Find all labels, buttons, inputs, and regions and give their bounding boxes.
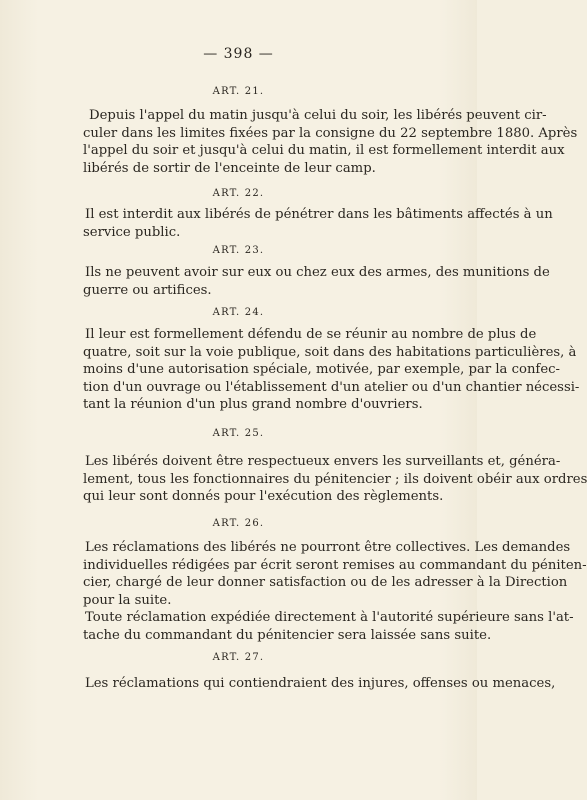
text-line: Il leur est formellement défendu de se réunir au nombre de plus de [85,327,537,342]
text-line: culer dans les limites fixées par la consigne du 22 septembre 1880. Après [83,125,578,141]
text-line: Il est interdit aux libérés de pénétrer dans les bâtiments affectés à un [85,207,553,222]
article-27-paragraph [85,675,556,693]
text-line: Ils ne peuvent avoir sur eux ou chez eux des armes, des munitions de [85,265,550,280]
article-22-paragraph [83,206,553,241]
text-line: tache du commandant du pénitencier sera laissée sans suite. [83,627,492,643]
article-heading-22: ART. 22. [212,188,265,199]
text-line: tion d'un ouvrage ou l'établissement d'un atelier ou d'un chantier nécessi- [83,379,580,395]
article-21-paragraph [83,107,578,177]
text-line: libérés de sortir de l'enceinte de leur camp. [83,160,376,176]
article-heading-26: ART. 26. [212,518,265,529]
text-line: lement, tous les fonctionnaires du pénitencier ; ils doivent obéir aux ordres [83,471,587,487]
text-line: Les réclamations qui contiendraient des injures, offenses ou menaces, [85,676,556,691]
text-line: Toute réclamation expédiée directement à l'autorité supérieure sans l'at- [85,610,574,625]
text-line: service public. [83,224,181,240]
article-heading-25: ART. 25. [212,428,265,439]
page-number: — 398 — [203,46,274,62]
text-line: guerre ou artifices. [83,282,212,298]
article-heading-21: ART. 21. [212,86,265,97]
text-line: pour la suite. [83,592,172,608]
article-26-paragraph-1 [83,539,587,609]
article-24-paragraph [83,326,580,414]
text-line: Les libérés doivent être respectueux envers les surveillants et, généra- [85,454,561,469]
article-26-paragraph-2 [83,609,574,644]
text-line: quatre, soit sur la voie publique, soit dans des habitations particulières, à [83,344,577,360]
text-line: qui leur sont donnés pour l'exécution des règlements. [83,489,444,505]
text-line: Les réclamations des libérés ne pourront être collectives. Les demandes [85,540,571,555]
article-25-paragraph [83,453,587,506]
text-line: cier, chargé de leur donner satisfaction ou de les adresser à la Direction [83,575,568,591]
text-line: l'appel du soir et jusqu'à celui du matin, il est formellement interdit aux [83,143,565,159]
text-line: Depuis l'appel du matin jusqu'à celui du soir, les libérés peuvent cir- [89,108,547,123]
article-23-paragraph [83,264,550,299]
text-line: tant la réunion d'un plus grand nombre d'ouvriers. [83,397,423,413]
article-heading-24: ART. 24. [212,307,265,318]
article-heading-23: ART. 23. [212,245,265,256]
text-line: moins d'une autorisation spéciale, motivée, par exemple, par la confec- [83,362,560,378]
article-heading-27: ART. 27. [212,652,265,663]
text-line: individuelles rédigées par écrit seront remises au commandant du péniten- [83,557,587,573]
